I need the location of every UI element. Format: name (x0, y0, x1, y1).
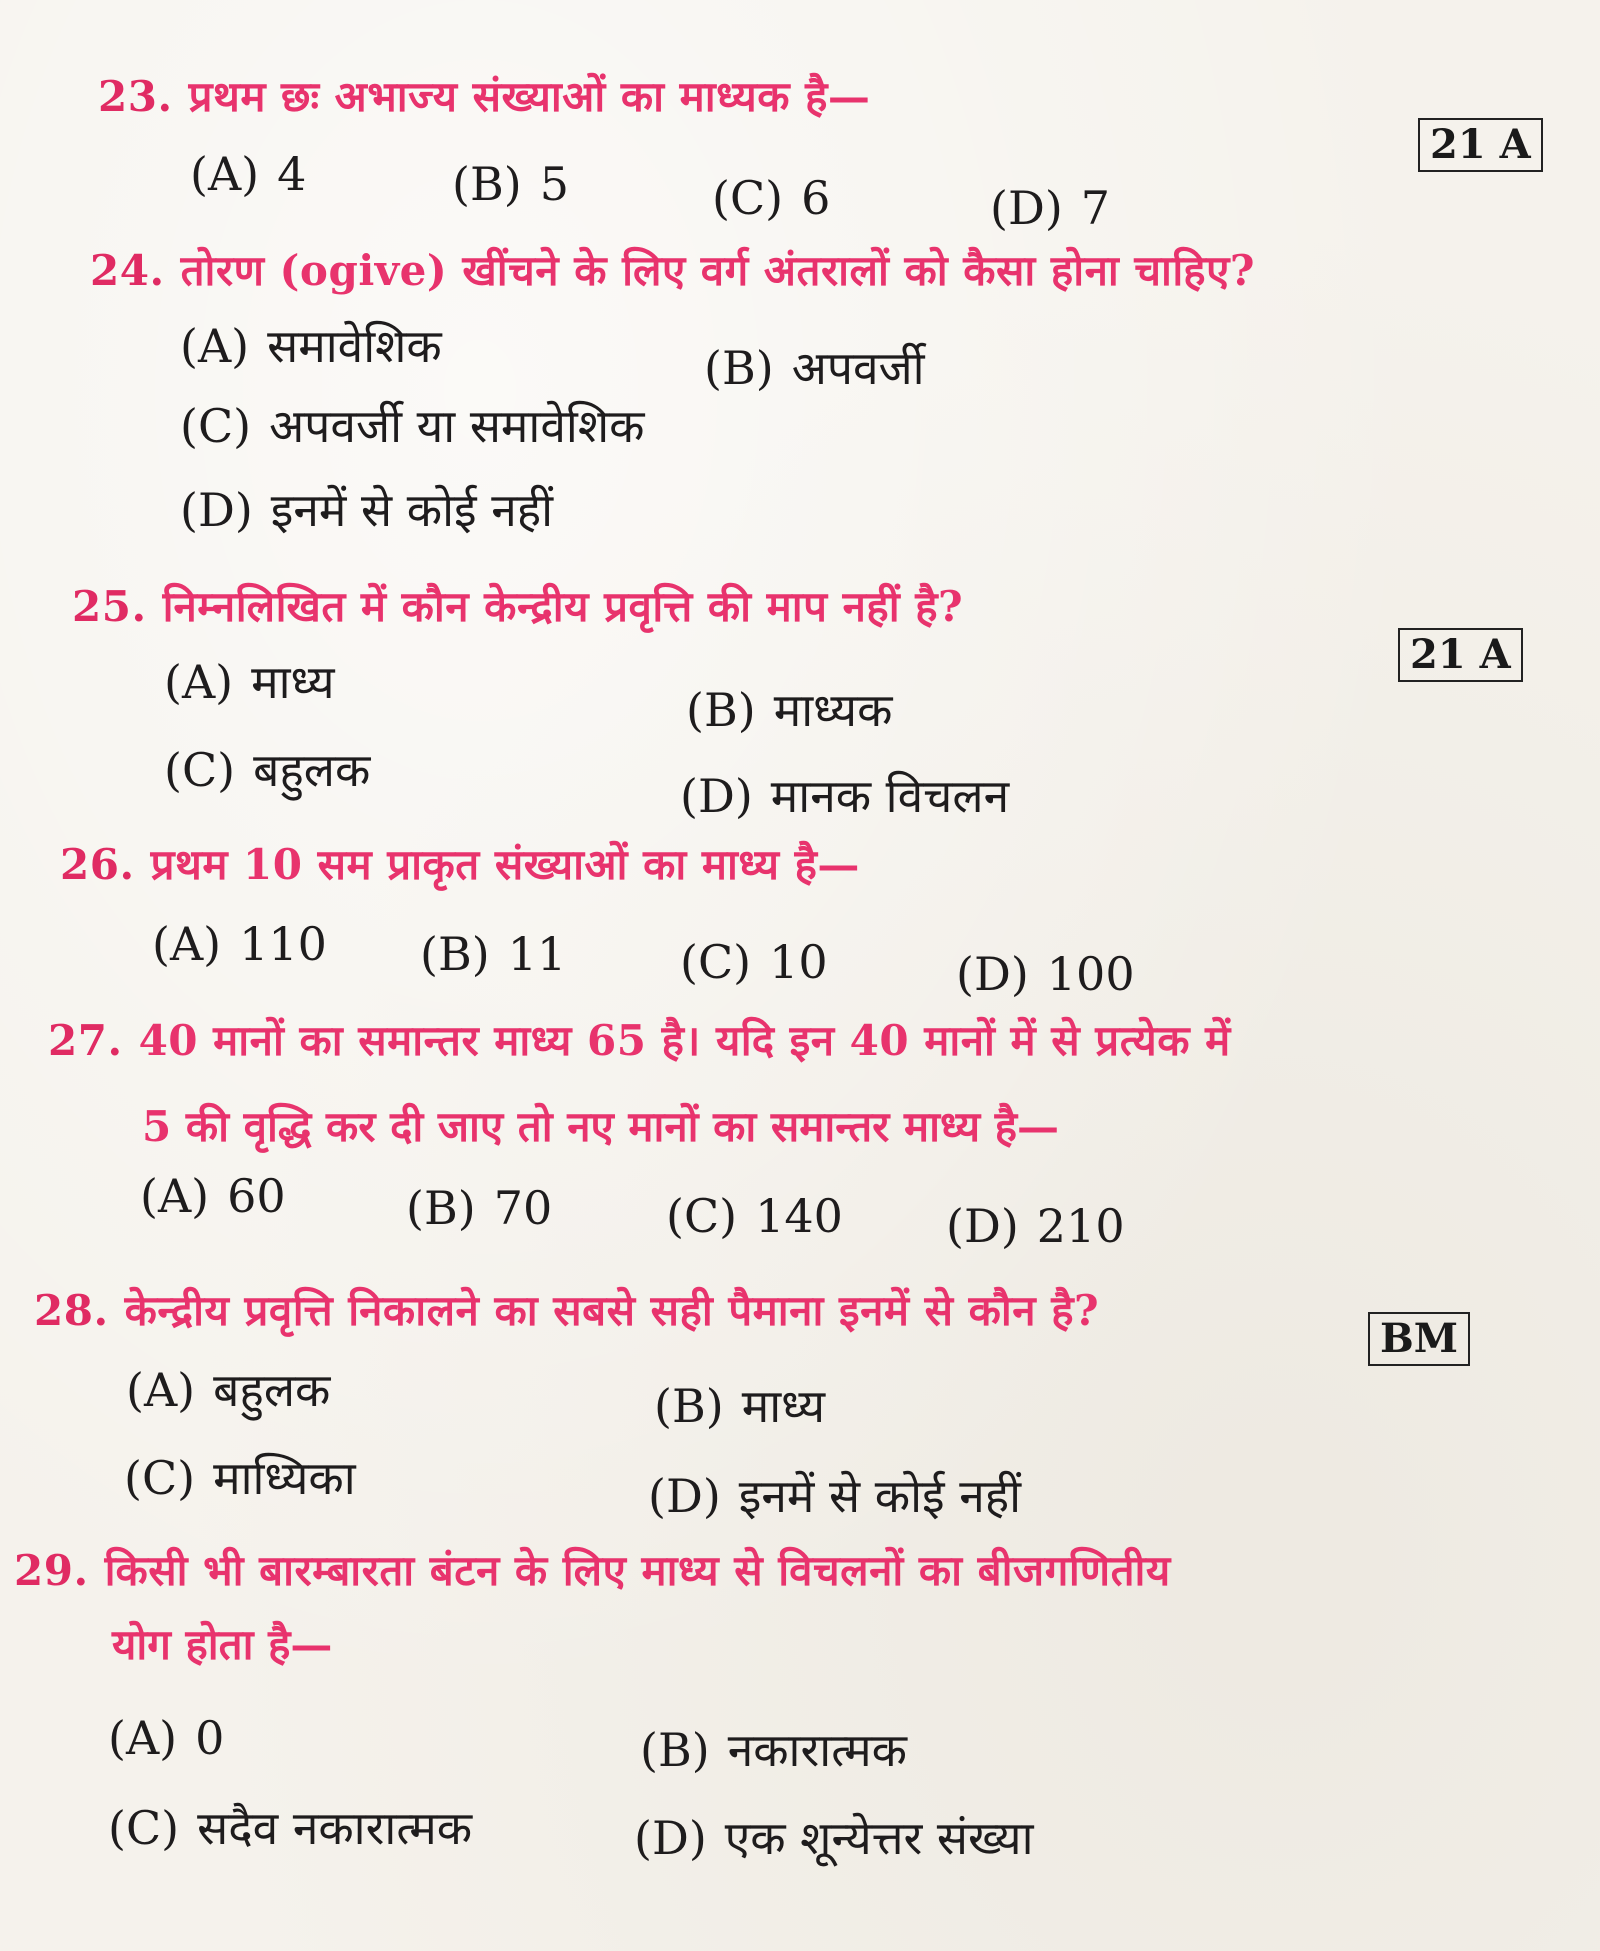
question-27 (48, 1010, 1231, 1072)
option-d: (D) 210 (946, 1199, 1125, 1253)
question-text: प्रथम छः अभाज्य संख्याओं का माध्यक है— (188, 72, 871, 121)
question-text-line-1: किसी भी बारम्बारता बंटन के लिए माध्य से विचलनों का बीजगणितीय (104, 1546, 1171, 1595)
exam-tag: 21 A (1398, 628, 1523, 682)
question-number: 23. (98, 72, 173, 121)
option-c: (C) सदैव नकारात्मक (108, 1801, 473, 1855)
question-text-line-1: 40 मानों का समान्तर माध्य 65 है। यदि इन 40 मानों में से प्रत्येक में (138, 1016, 1231, 1065)
question-number: 25. (72, 582, 147, 631)
option-b: (B) माध्यक (686, 683, 893, 737)
option-b: (B) अपवर्जी (704, 341, 925, 395)
option-d: (D) मानक विचलन (680, 769, 1010, 823)
option-a: (A) 4 (190, 147, 307, 201)
option-a: (A) माध्य (164, 655, 335, 709)
option-c: (C) माध्यिका (124, 1451, 356, 1505)
question-29-line-2: योग होता है— (112, 1620, 333, 1669)
question-26 (60, 834, 860, 896)
option-d: (D) इनमें से कोई नहीं (648, 1469, 1022, 1523)
option-d: (D) एक शून्येत्तर संख्या (634, 1811, 1034, 1865)
option-a: (A) 60 (140, 1169, 286, 1223)
option-c: (C) अपवर्जी या समावेशिक (180, 399, 645, 453)
question-text: प्रथम 10 सम प्राकृत संख्याओं का माध्य है— (150, 840, 860, 889)
option-a: (A) बहुलक (126, 1363, 331, 1417)
question-text: निम्नलिखित में कौन केन्द्रीय प्रवृत्ति की माप नहीं है? (162, 582, 964, 631)
option-d: (D) इनमें से कोई नहीं (180, 483, 554, 537)
question-23 (98, 66, 870, 128)
option-a: (A) 110 (152, 917, 327, 971)
option-c: (C) 6 (712, 171, 831, 225)
option-c: (C) बहुलक (164, 743, 371, 797)
exam-tag: 21 A (1418, 118, 1543, 172)
option-b: (B) 11 (420, 927, 567, 981)
option-b: (B) माध्य (654, 1379, 826, 1433)
question-25 (72, 576, 963, 638)
option-d: (D) 100 (956, 947, 1135, 1001)
question-text: केन्द्रीय प्रवृत्ति निकालने का सबसे सही पैमाना इनमें से कौन है? (124, 1286, 1100, 1335)
question-number: 28. (34, 1286, 109, 1335)
option-b: (B) नकारात्मक (640, 1723, 907, 1777)
option-b: (B) 70 (406, 1181, 553, 1235)
question-text: तोरण (ogive) खींचने के लिए वर्ग अंतरालों को कैसा होना चाहिए? (180, 246, 1255, 295)
option-c: (C) 10 (680, 935, 828, 989)
exam-tag: BM (1368, 1312, 1470, 1366)
question-29 (14, 1540, 1171, 1602)
option-b: (B) 5 (452, 157, 569, 211)
question-number: 29. (14, 1546, 89, 1595)
question-number: 26. (60, 840, 135, 889)
option-a: (A) 0 (108, 1711, 225, 1765)
question-24 (90, 240, 1255, 302)
question-number: 27. (48, 1016, 123, 1065)
option-c: (C) 140 (666, 1189, 843, 1243)
question-27-line-2: 5 की वृद्धि कर दी जाए तो नए मानों का समान्तर माध्य है— (142, 1102, 1060, 1151)
question-28 (34, 1280, 1099, 1342)
option-d: (D) 7 (990, 181, 1111, 235)
option-a: (A) समावेशिक (180, 319, 442, 373)
question-number: 24. (90, 246, 165, 295)
